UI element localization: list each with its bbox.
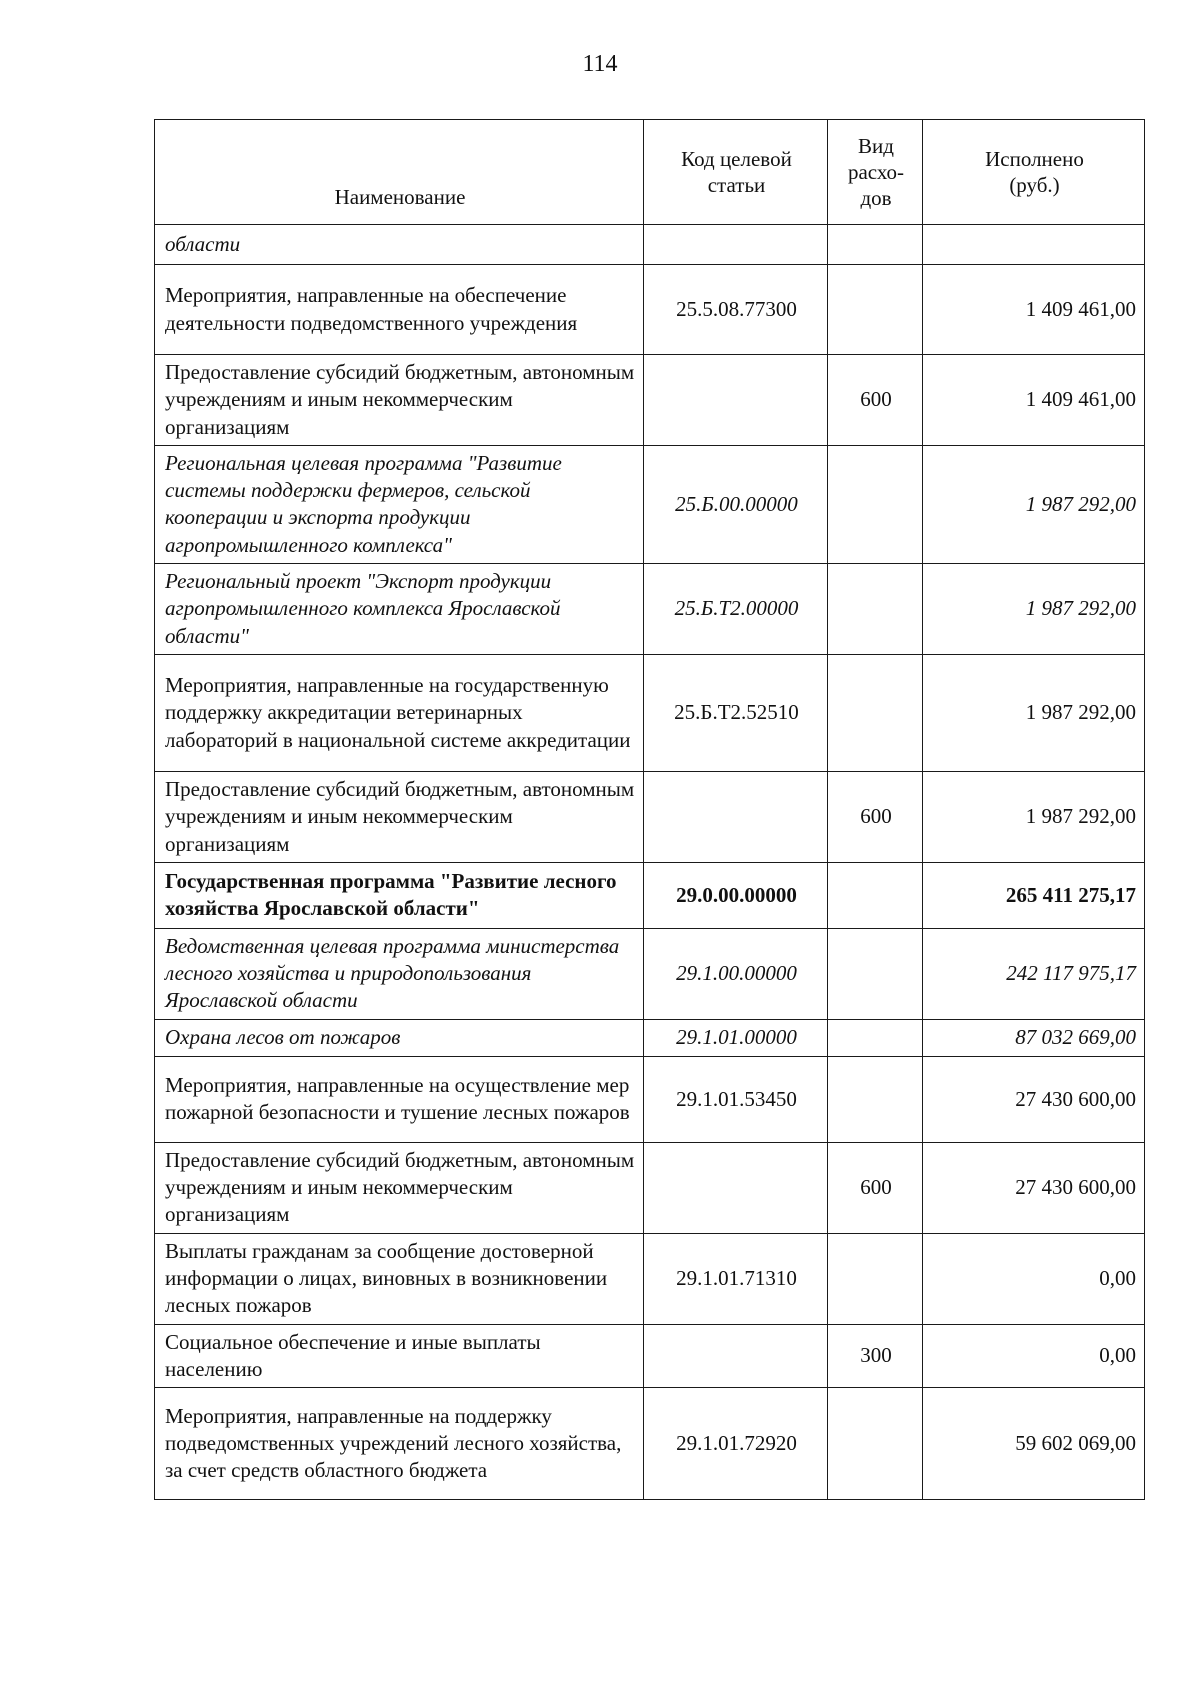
cell-target-code	[644, 1142, 828, 1233]
cell-expense-type	[828, 445, 923, 563]
table-row	[155, 1019, 1145, 1056]
cell-executed-amount: 242 117 975,17	[923, 928, 1145, 1019]
cell-executed-amount: 1 987 292,00	[923, 564, 1145, 655]
cell-name: Государственная программа "Развитие лесного хозяйства Ярославской области"	[155, 862, 644, 928]
cell-target-code: 29.1.00.00000	[644, 928, 828, 1019]
header-sum-line-1: Исполнено	[985, 146, 1084, 171]
header-executed	[923, 120, 1145, 225]
cell-executed-amount: 1 987 292,00	[923, 654, 1145, 771]
table-row	[155, 654, 1145, 771]
cell-name: Предоставление субсидий бюджетным, автономным учреждениям и иным некоммерческим организациям	[155, 355, 644, 446]
cell-expense-type: 600	[828, 771, 923, 862]
header-code-line-2: статьи	[707, 173, 766, 197]
cell-expense-type	[828, 862, 923, 928]
cell-name: Мероприятия, направленные на поддержку подведомственных учреждений лесного хозяйства, за счет средств областного бюджета	[155, 1388, 644, 1500]
cell-target-code: 25.Б.00.00000	[644, 445, 828, 563]
cell-expense-type	[828, 1388, 923, 1500]
cell-name: Мероприятия, направленные на осуществление мер пожарной безопасности и тушение лесных пожаров	[155, 1056, 644, 1142]
header-name: Наименование	[155, 120, 644, 225]
cell-expense-type	[828, 265, 923, 355]
cell-executed-amount: 59 602 069,00	[923, 1388, 1145, 1500]
table-row	[155, 445, 1145, 563]
table-body	[155, 225, 1145, 1500]
cell-expense-type	[828, 928, 923, 1019]
cell-target-code: 25.Б.Т2.52510	[644, 654, 828, 771]
table-row	[155, 1142, 1145, 1233]
cell-target-code	[644, 771, 828, 862]
cell-executed-amount: 87 032 669,00	[923, 1019, 1145, 1056]
cell-target-code: 25.5.08.77300	[644, 265, 828, 355]
cell-name: Ведомственная целевая программа министерства лесного хозяйства и природопользования Ярославской области	[155, 928, 644, 1019]
cell-executed-amount: 0,00	[923, 1233, 1145, 1324]
cell-expense-type: 600	[828, 1142, 923, 1233]
header-code-line-1: Код целевой	[681, 146, 792, 171]
cell-executed-amount	[923, 225, 1145, 265]
cell-name: Предоставление субсидий бюджетным, автономным учреждениям и иным некоммерческим организациям	[155, 1142, 644, 1233]
cell-executed-amount: 1 409 461,00	[923, 355, 1145, 446]
table-row	[155, 928, 1145, 1019]
cell-target-code	[644, 355, 828, 446]
header-type-line-3: дов	[860, 186, 892, 211]
cell-executed-amount: 1 987 292,00	[923, 445, 1145, 563]
cell-name: области	[155, 225, 644, 265]
table-row	[155, 1233, 1145, 1324]
budget-execution-table	[154, 119, 1145, 1500]
cell-name: Мероприятия, направленные на государственную поддержку аккредитации ветеринарных лабораторий в национальной системе аккредитации	[155, 654, 644, 771]
cell-target-code: 29.1.01.71310	[644, 1233, 828, 1324]
table-row	[155, 564, 1145, 655]
table-row	[155, 1388, 1145, 1500]
cell-name: Мероприятия, направленные на обеспечение деятельности подведомственного учреждения	[155, 265, 644, 355]
cell-executed-amount: 1 987 292,00	[923, 771, 1145, 862]
cell-expense-type	[828, 654, 923, 771]
cell-name: Социальное обеспечение и иные выплаты населению	[155, 1324, 644, 1388]
cell-executed-amount: 1 409 461,00	[923, 265, 1145, 355]
cell-expense-type: 600	[828, 355, 923, 446]
cell-expense-type	[828, 225, 923, 265]
table-row	[155, 862, 1145, 928]
cell-target-code: 29.0.00.00000	[644, 862, 828, 928]
header-code	[644, 120, 828, 225]
table-row	[155, 1324, 1145, 1388]
header-expense-type	[828, 120, 923, 225]
cell-target-code	[644, 1324, 828, 1388]
cell-expense-type	[828, 1056, 923, 1142]
cell-name: Региональная целевая программа "Развитие системы поддержки фермеров, сельской кооперации и экспорта продукции агропромышленного комплекса"	[155, 445, 644, 563]
cell-name: Предоставление субсидий бюджетным, автономным учреждениям и иным некоммерческим организациям	[155, 771, 644, 862]
cell-executed-amount: 27 430 600,00	[923, 1142, 1145, 1233]
header-sum-line-2: (руб.)	[1009, 173, 1060, 197]
cell-expense-type	[828, 564, 923, 655]
cell-expense-type	[828, 1019, 923, 1056]
table-header-row	[155, 120, 1145, 225]
cell-executed-amount: 265 411 275,17	[923, 862, 1145, 928]
cell-target-code	[644, 225, 828, 265]
cell-name: Региональный проект "Экспорт продукции агропромышленного комплекса Ярославской области"	[155, 564, 644, 655]
table-row	[155, 771, 1145, 862]
cell-target-code: 25.Б.Т2.00000	[644, 564, 828, 655]
table-row	[155, 355, 1145, 446]
cell-target-code: 29.1.01.72920	[644, 1388, 828, 1500]
header-type-line-2: расхо-	[847, 159, 905, 184]
table-row	[155, 225, 1145, 265]
header-type-line-1: Вид	[858, 133, 894, 158]
page-number: 114	[582, 51, 618, 77]
table-row	[155, 265, 1145, 355]
table-row	[155, 1056, 1145, 1142]
cell-executed-amount: 27 430 600,00	[923, 1056, 1145, 1142]
cell-name: Охрана лесов от пожаров	[155, 1019, 644, 1056]
cell-expense-type: 300	[828, 1324, 923, 1388]
cell-name: Выплаты гражданам за сообщение достоверной информации о лицах, виновных в возникновении лесных пожаров	[155, 1233, 644, 1324]
cell-expense-type	[828, 1233, 923, 1324]
cell-target-code: 29.1.01.53450	[644, 1056, 828, 1142]
cell-target-code: 29.1.01.00000	[644, 1019, 828, 1056]
cell-executed-amount: 0,00	[923, 1324, 1145, 1388]
